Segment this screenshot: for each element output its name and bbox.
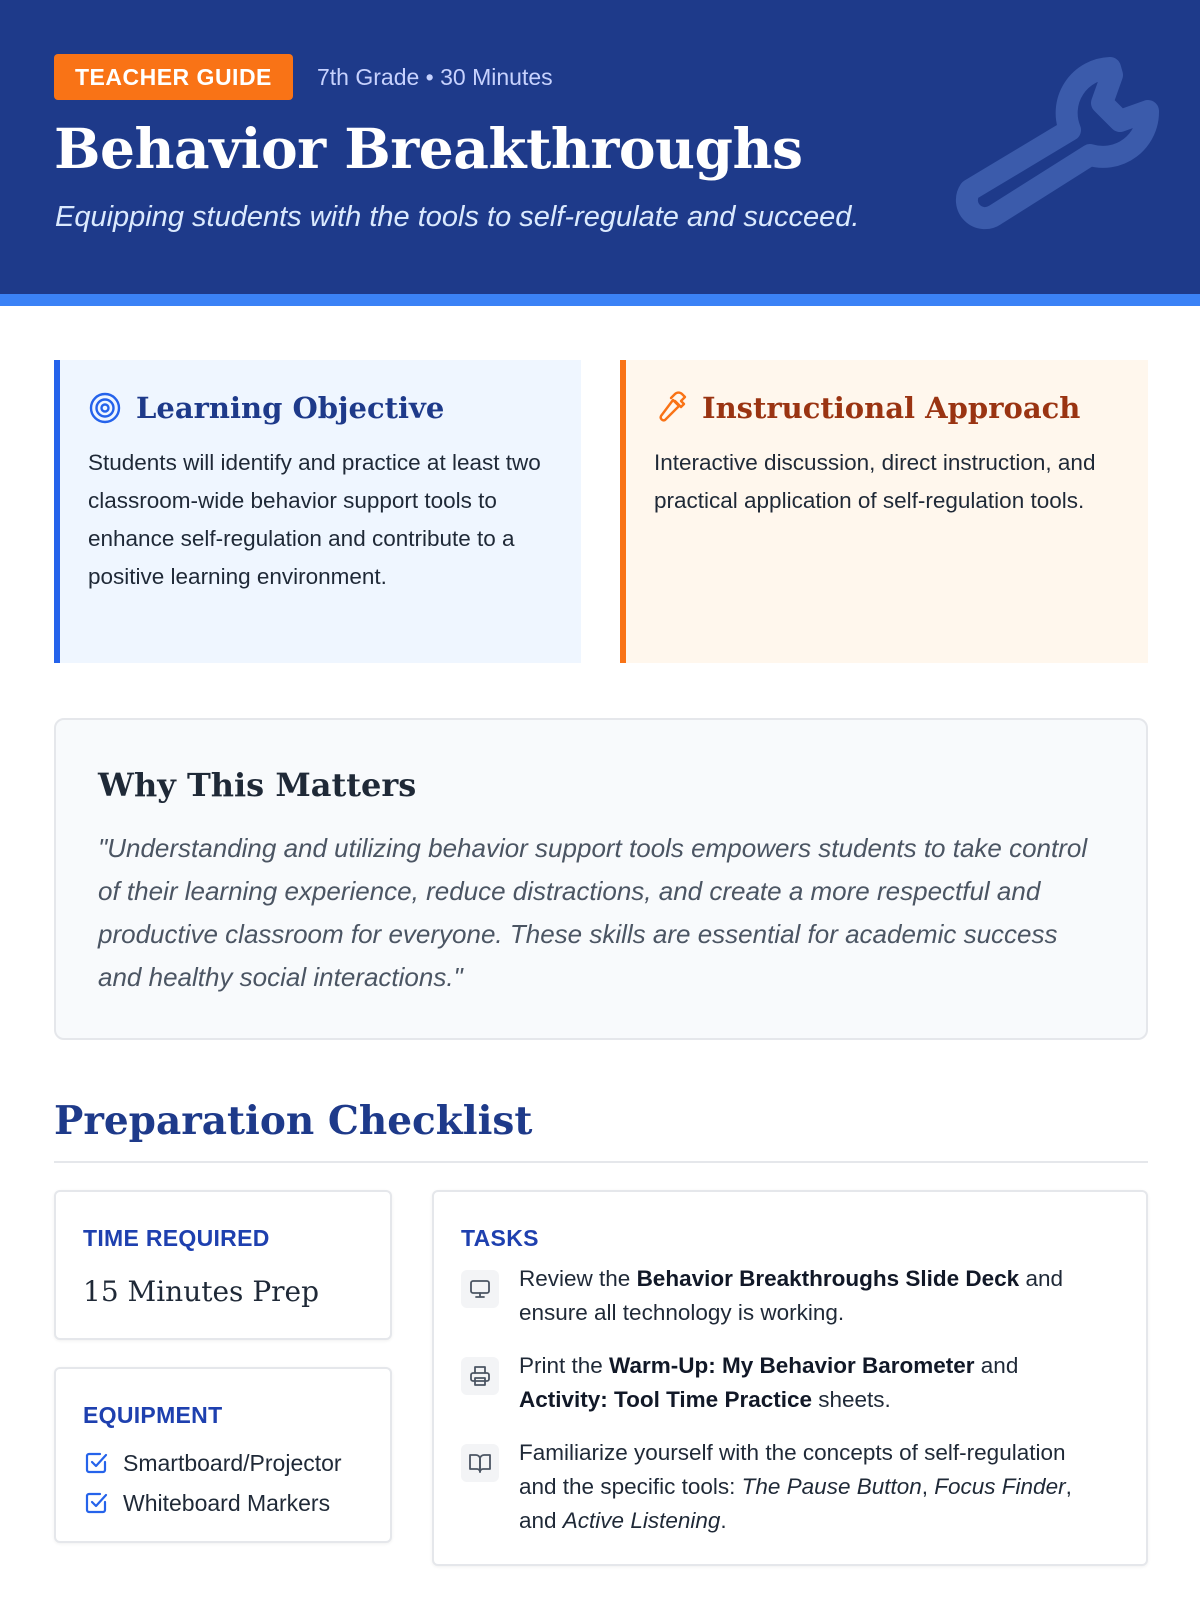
teacher-guide-badge: TEACHER GUIDE	[54, 54, 293, 100]
task-icon-wrap	[461, 1444, 499, 1482]
hammer-icon	[654, 391, 688, 425]
printer-icon	[468, 1364, 492, 1388]
task-text: Review the Behavior Breakthroughs Slide Deck and ensure all technology is working.	[519, 1266, 1063, 1325]
monitor-icon	[468, 1277, 492, 1301]
equipment-box	[54, 1367, 392, 1543]
checkbox-checked-icon	[83, 1450, 109, 1476]
list-item	[83, 1443, 342, 1483]
task-icon-wrap	[461, 1357, 499, 1395]
book-icon	[468, 1451, 492, 1475]
time-required-box	[54, 1190, 392, 1340]
task-text: Familiarize yourself with the concepts of self-regulation and the specific tools: The Pause Button, Focus Finder, and Active Listening.	[519, 1440, 1072, 1533]
equipment-item-label: Smartboard/Projector	[123, 1450, 342, 1476]
time-required-label: TIME REQUIRED	[83, 1225, 270, 1251]
learning-objective-card	[54, 360, 581, 663]
header-stripe	[0, 294, 1200, 306]
list-item	[83, 1483, 342, 1523]
instructional-approach-title: Instructional Approach	[702, 391, 1081, 425]
section-divider	[54, 1161, 1148, 1163]
instructional-approach-card	[620, 360, 1148, 663]
wrench-icon	[940, 40, 1180, 240]
header	[0, 0, 1200, 294]
list-item	[461, 1349, 1101, 1417]
equipment-list	[83, 1443, 342, 1523]
target-icon	[88, 391, 122, 425]
tasks-box	[432, 1190, 1148, 1566]
list-item	[461, 1436, 1101, 1538]
equipment-item-label: Whiteboard Markers	[123, 1490, 331, 1516]
equipment-label: EQUIPMENT	[83, 1402, 223, 1428]
task-text: Print the Warm-Up: My Behavior Barometer and Activity: Tool Time Practice sheets.	[519, 1353, 1019, 1412]
learning-objective-title: Learning Objective	[136, 391, 445, 425]
page-subtitle: Equipping students with the tools to self-regulate and succeed.	[55, 201, 860, 233]
time-required-value: 15 Minutes Prep	[83, 1275, 320, 1308]
why-this-matters-title: Why This Matters	[98, 766, 417, 804]
tasks-label: TASKS	[461, 1225, 539, 1251]
checkbox-checked-icon	[83, 1490, 109, 1516]
task-icon-wrap	[461, 1270, 499, 1308]
grade-duration-meta: 7th Grade • 30 Minutes	[317, 64, 553, 90]
learning-objective-body: Students will identify and practice at least two classroom-wide behavior support tools to enhance self-regulation and contribute to a positive learning environment.	[88, 450, 541, 589]
why-this-matters-panel	[54, 718, 1148, 1040]
page-title: Behavior Breakthroughs	[54, 116, 803, 181]
preparation-checklist-title: Preparation Checklist	[54, 1098, 533, 1144]
list-item	[461, 1262, 1101, 1330]
learning-objective-heading	[88, 388, 444, 428]
instructional-approach-body: Interactive discussion, direct instruction, and practical application of self-regulation tools.	[654, 450, 1096, 513]
why-this-matters-quote: "Understanding and utilizing behavior support tools empowers students to take control of their learning experience, reduce distractions, and create a more respectful and productive classroom for everyone. These skills are essential for academic success and healthy social interactions."	[98, 833, 1088, 992]
instructional-approach-heading	[654, 388, 1080, 428]
